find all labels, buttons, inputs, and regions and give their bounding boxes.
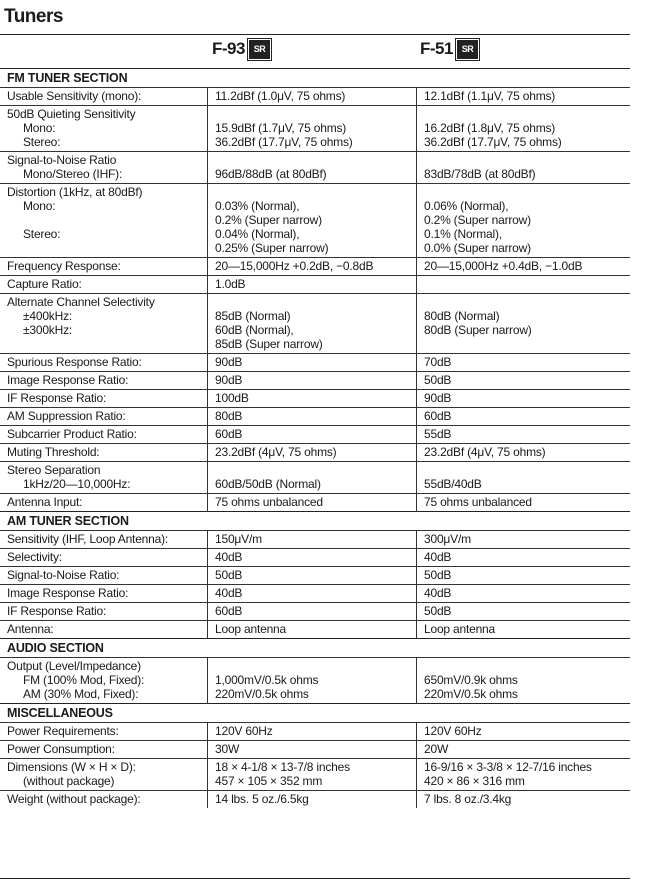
spec-value-f51: [417, 152, 631, 184]
spec-label: [0, 531, 208, 549]
text-line: 36.2dBf (17.7μV, 75 ohms): [424, 135, 562, 149]
spec-label: [0, 549, 208, 567]
text-line: Usable Sensitivity (mono):: [7, 89, 142, 103]
text-line: 55dB: [424, 427, 452, 441]
spec-value-f51: [417, 585, 631, 603]
sr-badge-icon: SR: [249, 40, 270, 59]
section-header: [0, 512, 630, 531]
spec-value-f51: [417, 354, 631, 372]
text-line: 120V 60Hz: [215, 724, 273, 738]
spec-row: [0, 462, 630, 494]
spec-label: [0, 621, 208, 639]
text-line: 150μV/m: [215, 532, 262, 546]
text-line: Mono:: [23, 199, 56, 213]
spec-label: [0, 444, 208, 462]
spec-label: [0, 88, 208, 106]
text-line: 220mV/0.5k ohms: [215, 687, 309, 701]
text-line: 23.2dBf (4μV, 75 ohms): [424, 445, 546, 459]
spec-row: [0, 354, 630, 372]
spec-value-f93: [208, 372, 417, 390]
spec-value-f93: [208, 621, 417, 639]
spec-row: [0, 106, 630, 152]
text-line: [7, 213, 203, 227]
spec-value-f51: [417, 294, 631, 354]
spec-value-f51: [417, 759, 631, 791]
spec-label: [0, 791, 208, 809]
text-line: ±300kHz:: [23, 323, 73, 337]
spec-label: [0, 494, 208, 512]
spec-value-f93: [208, 354, 417, 372]
text-line: 457 × 105 × 352 mm: [215, 774, 323, 788]
text-line: 90dB: [215, 373, 243, 387]
spec-row: [0, 276, 630, 294]
spec-value-f93: [208, 741, 417, 759]
spec-label: [0, 567, 208, 585]
spec-value-f51: [417, 494, 631, 512]
text-line: 14 lbs. 5 oz./6.5kg: [215, 792, 309, 806]
spec-value-f93: [208, 276, 417, 294]
text-line: 85dB (Normal): [215, 309, 291, 323]
text-line: 75 ohms unbalanced: [424, 495, 532, 509]
text-line: [215, 463, 412, 477]
text-line: [7, 337, 203, 351]
text-line: FM (100% Mod, Fixed):: [23, 673, 145, 687]
text-line: Antenna:: [7, 622, 54, 636]
text-line: [424, 659, 626, 673]
text-line: [424, 337, 626, 351]
text-line: Weight (without package):: [7, 792, 141, 806]
spec-value-f51: [417, 603, 631, 621]
text-line: 20—15,000Hz +0.4dB, −1.0dB: [424, 259, 583, 273]
text-line: 23.2dBf (4μV, 75 ohms): [215, 445, 337, 459]
spec-value-f51: [417, 106, 631, 152]
text-line: 55dB/40dB: [424, 477, 482, 491]
spec-value-f51: [417, 444, 631, 462]
text-line: 7 lbs. 8 oz./3.4kg: [424, 792, 512, 806]
spec-label: [0, 759, 208, 791]
text-line: 90dB: [424, 391, 452, 405]
text-line: 0.2% (Super narrow): [215, 213, 322, 227]
text-line: 18 × 4-1/8 × 13-7/8 inches: [215, 760, 350, 774]
model-f51: [420, 39, 478, 59]
text-line: 83dB/78dB (at 80dBf): [424, 167, 536, 181]
spec-value-f93: [208, 603, 417, 621]
spec-value-f93: [208, 152, 417, 184]
spec-value-f93: [208, 585, 417, 603]
spec-value-f51: [417, 741, 631, 759]
spec-label: [0, 294, 208, 354]
spec-value-f51: [417, 567, 631, 585]
text-line: 120V 60Hz: [424, 724, 482, 738]
text-line: 0.1% (Normal),: [424, 227, 502, 241]
text-line: 40dB: [424, 586, 452, 600]
text-line: ±400kHz:: [23, 309, 73, 323]
model-header: [0, 34, 630, 65]
text-line: Signal-to-Noise Ratio:: [7, 568, 120, 582]
text-line: 50dB: [424, 604, 452, 618]
spec-value-f93: [208, 106, 417, 152]
spec-value-f51: [417, 549, 631, 567]
text-line: 0.25% (Super narrow): [215, 241, 329, 255]
text-line: [215, 153, 412, 167]
spec-label: [0, 462, 208, 494]
text-line: 0.03% (Normal),: [215, 199, 300, 213]
text-line: Loop antenna: [424, 622, 496, 636]
spec-value-f93: [208, 408, 417, 426]
text-line: 16.2dBf (1.8μV, 75 ohms): [424, 121, 556, 135]
text-line: 70dB: [424, 355, 452, 369]
text-line: IF Response Ratio:: [7, 604, 107, 618]
spec-value-f93: [208, 494, 417, 512]
spec-value-f93: [208, 294, 417, 354]
text-line: 0.0% (Super narrow): [424, 241, 531, 255]
spec-table: [0, 68, 630, 808]
text-line: 16-9/16 × 3-3/8 × 12-7/16 inches: [424, 760, 592, 774]
spec-value-f51: [417, 723, 631, 741]
section-title: FM TUNER SECTION: [0, 69, 630, 88]
spec-value-f51: [417, 791, 631, 809]
spec-row: [0, 444, 630, 462]
text-line: 12.1dBf (1.1μV, 75 ohms): [424, 89, 556, 103]
model-f93: [212, 39, 270, 59]
spec-row: [0, 723, 630, 741]
text-line: [424, 107, 626, 121]
text-line: 15.9dBf (1.7μV, 75 ohms): [215, 121, 347, 135]
spec-label: [0, 276, 208, 294]
spec-value-f51: [417, 276, 631, 294]
spec-row: [0, 531, 630, 549]
text-line: Signal-to-Noise Ratio: [7, 153, 117, 167]
text-line: Power Requirements:: [7, 724, 119, 738]
text-line: 80dB (Super narrow): [424, 323, 532, 337]
spec-row: [0, 408, 630, 426]
text-line: [424, 153, 626, 167]
spec-value-f93: [208, 723, 417, 741]
spec-value-f93: [208, 444, 417, 462]
text-line: 75 ohms unbalanced: [215, 495, 323, 509]
text-line: Sensitivity (IHF, Loop Antenna):: [7, 532, 169, 546]
spec-row: [0, 791, 630, 809]
text-line: 50dB: [215, 568, 243, 582]
text-line: Spurious Response Ratio:: [7, 355, 142, 369]
text-line: Antenna Input:: [7, 495, 83, 509]
text-line: [215, 185, 412, 199]
text-line: 60dB: [424, 409, 452, 423]
spec-row: [0, 603, 630, 621]
spec-row: [0, 741, 630, 759]
text-line: 60dB: [215, 604, 243, 618]
text-line: 60dB: [215, 427, 243, 441]
spec-row: [0, 294, 630, 354]
text-line: Alternate Channel Selectivity: [7, 295, 155, 309]
spec-value-f93: [208, 426, 417, 444]
text-line: 1kHz/20—10,000Hz:: [23, 477, 131, 491]
spec-value-f93: [208, 462, 417, 494]
section-header: [0, 704, 630, 723]
spec-row: [0, 494, 630, 512]
sr-badge-icon: SR: [457, 40, 478, 59]
spec-label: [0, 741, 208, 759]
text-line: 0.06% (Normal),: [424, 199, 509, 213]
spec-row: [0, 372, 630, 390]
bottom-rule: [0, 878, 630, 879]
text-line: Stereo:: [23, 135, 61, 149]
spec-row: [0, 658, 630, 704]
spec-label: [0, 603, 208, 621]
text-line: Selectivity:: [7, 550, 62, 564]
spec-row: [0, 258, 630, 276]
spec-value-f93: [208, 791, 417, 809]
text-line: Stereo Separation: [7, 463, 101, 477]
text-line: (without package): [23, 774, 115, 788]
text-line: [424, 185, 626, 199]
spec-value-f93: [208, 759, 417, 791]
text-line: 11.2dBf (1.0μV, 75 ohms): [215, 89, 346, 103]
text-line: 220mV/0.5k ohms: [424, 687, 518, 701]
text-line: [424, 463, 626, 477]
text-line: Mono/Stereo (IHF):: [23, 167, 123, 181]
text-line: [215, 659, 412, 673]
text-line: 300μV/m: [424, 532, 471, 546]
spec-label: [0, 426, 208, 444]
text-line: 90dB: [215, 355, 243, 369]
model-name: F-93: [212, 39, 245, 58]
spec-label: [0, 354, 208, 372]
spec-value-f51: [417, 426, 631, 444]
spec-value-f93: [208, 567, 417, 585]
spec-row: [0, 621, 630, 639]
spec-label: [0, 390, 208, 408]
spec-value-f51: [417, 462, 631, 494]
page-title: Tuners: [4, 6, 63, 27]
text-line: [215, 107, 412, 121]
text-line: Power Consumption:: [7, 742, 115, 756]
spec-label: [0, 184, 208, 258]
spec-value-f51: [417, 184, 631, 258]
spec-row: [0, 585, 630, 603]
spec-row: [0, 88, 630, 106]
text-line: 60dB/50dB (Normal): [215, 477, 321, 491]
section-title: AUDIO SECTION: [0, 639, 630, 658]
spec-label: [0, 258, 208, 276]
spec-row: [0, 184, 630, 258]
text-line: 96dB/88dB (at 80dBf): [215, 167, 327, 181]
spec-value-f93: [208, 549, 417, 567]
spec-value-f93: [208, 390, 417, 408]
section-header: [0, 69, 630, 88]
text-line: 60dB (Normal),: [215, 323, 294, 337]
text-line: Dimensions (W × H × D):: [7, 760, 136, 774]
text-line: 650mV/0.9k ohms: [424, 673, 518, 687]
text-line: Muting Threshold:: [7, 445, 100, 459]
text-line: 20W: [424, 742, 449, 756]
text-line: 100dB: [215, 391, 249, 405]
section-title: AM TUNER SECTION: [0, 512, 630, 531]
spec-value-f51: [417, 531, 631, 549]
text-line: 50dB: [424, 373, 452, 387]
text-line: 0.2% (Super narrow): [424, 213, 531, 227]
spec-row: [0, 567, 630, 585]
spec-value-f51: [417, 372, 631, 390]
spec-row: [0, 152, 630, 184]
text-line: 1.0dB: [215, 277, 246, 291]
spec-label: [0, 372, 208, 390]
text-line: Frequency Response:: [7, 259, 121, 273]
text-line: Mono:: [23, 121, 56, 135]
spec-label: [0, 408, 208, 426]
spec-value-f93: [208, 88, 417, 106]
text-line: 420 × 86 × 316 mm: [424, 774, 525, 788]
spec-label: [0, 585, 208, 603]
text-line: 50dB Quieting Sensitivity: [7, 107, 136, 121]
text-line: 0.04% (Normal),: [215, 227, 300, 241]
text-line: 85dB (Super narrow): [215, 337, 323, 351]
text-line: 80dB: [215, 409, 243, 423]
text-line: [424, 277, 626, 291]
text-line: Stereo:: [23, 227, 61, 241]
spec-value-f93: [208, 658, 417, 704]
text-line: AM Suppression Ratio:: [7, 409, 126, 423]
spec-label: [0, 723, 208, 741]
text-line: 40dB: [215, 550, 243, 564]
text-line: 30W: [215, 742, 240, 756]
spec-value-f51: [417, 258, 631, 276]
text-line: 40dB: [215, 586, 243, 600]
text-line: Image Response Ratio:: [7, 373, 129, 387]
text-line: [7, 241, 203, 255]
spec-row: [0, 426, 630, 444]
section-title: MISCELLANEOUS: [0, 704, 630, 723]
spec-label: [0, 106, 208, 152]
model-name: F-51: [420, 39, 453, 58]
text-line: Distortion (1kHz, at 80dBf): [7, 185, 143, 199]
text-line: [424, 295, 626, 309]
spec-label: [0, 152, 208, 184]
text-line: Output (Level/Impedance): [7, 659, 141, 673]
spec-value-f51: [417, 390, 631, 408]
spec-value-f51: [417, 621, 631, 639]
text-line: Image Response Ratio:: [7, 586, 129, 600]
text-line: 80dB (Normal): [424, 309, 500, 323]
text-line: Loop antenna: [215, 622, 287, 636]
spec-row: [0, 759, 630, 791]
text-line: IF Response Ratio:: [7, 391, 107, 405]
spec-value-f51: [417, 658, 631, 704]
text-line: 50dB: [424, 568, 452, 582]
spec-row: [0, 549, 630, 567]
spec-value-f51: [417, 408, 631, 426]
spec-row: [0, 390, 630, 408]
spec-value-f93: [208, 184, 417, 258]
spec-value-f93: [208, 258, 417, 276]
text-line: Capture Ratio:: [7, 277, 82, 291]
section-header: [0, 639, 630, 658]
text-line: [215, 295, 412, 309]
spec-label: [0, 658, 208, 704]
text-line: 20—15,000Hz +0.2dB, −0.8dB: [215, 259, 374, 273]
spec-value-f51: [417, 88, 631, 106]
text-line: 1,000mV/0.5k ohms: [215, 673, 319, 687]
text-line: 36.2dBf (17.7μV, 75 ohms): [215, 135, 353, 149]
text-line: AM (30% Mod, Fixed):: [23, 687, 139, 701]
text-line: 40dB: [424, 550, 452, 564]
text-line: Subcarrier Product Ratio:: [7, 427, 137, 441]
spec-value-f93: [208, 531, 417, 549]
